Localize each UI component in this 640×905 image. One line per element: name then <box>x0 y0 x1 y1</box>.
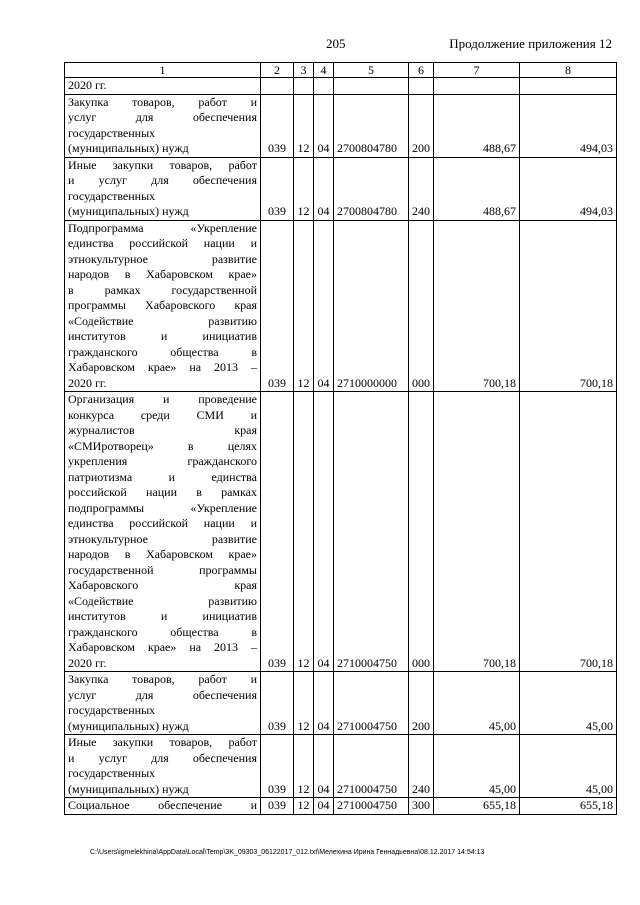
item-name-line: программы Хабаровского края <box>68 298 257 312</box>
item-name-line: государственных <box>68 188 156 203</box>
expense-type-cell: 240 <box>409 735 434 798</box>
admin-code-cell: 039 <box>261 735 294 798</box>
item-name-cell <box>65 220 261 392</box>
expense-type-cell: 000 <box>409 392 434 672</box>
item-name-cell <box>65 392 261 672</box>
table-row <box>65 78 617 95</box>
amount-year2-cell <box>520 78 617 95</box>
admin-code-cell: 039 <box>261 672 294 735</box>
item-name-line: Иные закупки товаров, работ <box>68 157 257 172</box>
item-name-line: единства российской нации и <box>68 236 257 250</box>
item-name-line: Хабаровского края <box>68 578 257 592</box>
amount-year1-cell: 700,18 <box>434 392 520 672</box>
item-name-line: услуг для обеспечения <box>68 110 257 124</box>
item-name-line: народов в Хабаровском крае» <box>68 547 257 561</box>
item-name-line: единства российской нации и <box>68 516 257 530</box>
item-name-line: «СМИротворец» в целях <box>68 438 257 453</box>
admin-code-cell: 039 <box>261 220 294 392</box>
column-header: 8 <box>520 63 617 78</box>
subsection-cell: 04 <box>314 157 334 220</box>
item-name-line: и услуг для обеспечения <box>68 173 257 187</box>
item-name-line: государственных <box>68 125 156 140</box>
item-name-line: институтов и инициатив <box>68 609 257 623</box>
item-name-line: подпрограммы «Укрепление <box>68 500 257 515</box>
target-article-cell: 2710004750 <box>334 798 409 815</box>
item-name-line: государственных <box>68 703 156 717</box>
expense-type-cell: 200 <box>409 94 434 157</box>
item-name-line: журналистов края <box>68 423 257 437</box>
target-article-cell: 2710004750 <box>334 392 409 672</box>
expense-type-cell: 240 <box>409 157 434 220</box>
table-row <box>65 798 617 815</box>
subsection-cell: 04 <box>314 392 334 672</box>
item-name-line: государственных <box>68 766 156 780</box>
amount-year1-cell: 700,18 <box>434 220 520 392</box>
item-name-line: в рамках государственной <box>68 282 257 297</box>
subsection-cell: 04 <box>314 735 334 798</box>
section-cell: 12 <box>294 220 314 392</box>
item-name-cell <box>65 735 261 798</box>
table-row <box>65 94 617 157</box>
item-name-line: патриотизма и единства <box>68 469 257 484</box>
item-name-line: гражданского общества в <box>68 344 257 359</box>
table-row <box>65 672 617 735</box>
item-name-line: «Содействие развитию <box>68 593 257 608</box>
expense-type-cell: 300 <box>409 798 434 815</box>
item-name-line: Социальное обеспечение и <box>68 798 257 812</box>
item-name-line: услуг для обеспечения <box>68 687 257 702</box>
item-name-line: укрепления гражданского <box>68 454 257 468</box>
item-name-line: российской нации в рамках <box>68 485 257 499</box>
item-name-line: конкурса среди СМИ и <box>68 407 257 422</box>
subsection-cell: 04 <box>314 798 334 815</box>
target-article-cell <box>334 78 409 95</box>
budget-table <box>64 62 617 815</box>
item-name-line: Иные закупки товаров, работ <box>68 735 257 749</box>
column-header: 1 <box>65 63 261 78</box>
subsection-cell: 04 <box>314 672 334 735</box>
subsection-cell <box>314 78 334 95</box>
amount-year1-cell: 45,00 <box>434 735 520 798</box>
amount-year1-cell <box>434 78 520 95</box>
amount-year1-cell: 655,18 <box>434 798 520 815</box>
page-number: 205 <box>326 36 346 51</box>
amount-year1-cell: 45,00 <box>434 672 520 735</box>
table-row <box>65 220 617 392</box>
item-name-line: Организация и проведение <box>68 392 257 406</box>
section-cell: 12 <box>294 392 314 672</box>
section-cell <box>294 78 314 95</box>
amount-year2-cell: 45,00 <box>520 672 617 735</box>
section-cell: 12 <box>294 735 314 798</box>
column-header: 4 <box>314 63 334 78</box>
item-name-line: (муниципальных) нужд <box>68 718 189 733</box>
column-header: 5 <box>334 63 409 78</box>
section-cell: 12 <box>294 798 314 815</box>
column-header: 6 <box>409 63 434 78</box>
item-name-line: 2020 гг. <box>68 375 107 390</box>
section-cell: 12 <box>294 157 314 220</box>
item-name-line: (муниципальных) нужд <box>68 141 189 155</box>
expense-type-cell: 000 <box>409 220 434 392</box>
item-name-line: Хабаровском крае» на 2013 – <box>68 360 257 374</box>
subsection-cell: 04 <box>314 220 334 392</box>
item-name-line: институтов и инициатив <box>68 329 257 343</box>
target-article-cell: 2710004750 <box>334 735 409 798</box>
table-body <box>65 78 617 815</box>
target-article-cell: 2710004750 <box>334 672 409 735</box>
admin-code-cell: 039 <box>261 798 294 815</box>
subsection-cell: 04 <box>314 94 334 157</box>
item-name-line: государственной программы <box>68 562 257 577</box>
item-name-line: народов в Хабаровском крае» <box>68 267 257 281</box>
column-header: 7 <box>434 63 520 78</box>
continuation-label: Продолжение приложения 12 <box>449 36 612 51</box>
amount-year1-cell: 488,67 <box>434 94 520 157</box>
item-name-cell <box>65 78 261 95</box>
admin-code-cell: 039 <box>261 157 294 220</box>
column-number-row <box>65 63 617 78</box>
item-name-line: Закупка товаров, работ и <box>68 94 257 109</box>
table-row <box>65 392 617 672</box>
item-name-line: Подпрограмма «Укрепление <box>68 220 257 235</box>
amount-year2-cell: 700,18 <box>520 220 617 392</box>
amount-year2-cell: 494,03 <box>520 157 617 220</box>
amount-year1-cell: 488,67 <box>434 157 520 220</box>
target-article-cell: 2710000000 <box>334 220 409 392</box>
item-name-line: (муниципальных) нужд <box>68 204 189 218</box>
item-name-cell <box>65 672 261 735</box>
item-name-line: (муниципальных) нужд <box>68 781 189 796</box>
section-cell: 12 <box>294 672 314 735</box>
item-name-cell <box>65 94 261 157</box>
section-cell: 12 <box>294 94 314 157</box>
item-name-cell <box>65 157 261 220</box>
item-name-line: «Содействие развитию <box>68 313 257 328</box>
file-path-footer: C:\Users\igmelekhina\AppData\Local\Temp\3K_09303_06122017_012.txt\Мелехина Ирина Геннадьевна\08.12.2017 14:54:13 <box>90 849 485 856</box>
amount-year2-cell: 700,18 <box>520 392 617 672</box>
table-row <box>65 157 617 220</box>
item-name-line: этнокультурное развитие <box>68 251 257 266</box>
admin-code-cell <box>261 78 294 95</box>
target-article-cell: 2700804780 <box>334 157 409 220</box>
table-row <box>65 735 617 798</box>
item-name-line: 2020 гг. <box>68 655 107 670</box>
item-name-cell <box>65 798 261 815</box>
admin-code-cell: 039 <box>261 392 294 672</box>
item-name-line: Хабаровском крае» на 2013 – <box>68 640 257 654</box>
expense-type-cell: 200 <box>409 672 434 735</box>
item-name-line: 2020 гг. <box>68 78 107 92</box>
item-name-line: гражданского общества в <box>68 624 257 639</box>
admin-code-cell: 039 <box>261 94 294 157</box>
target-article-cell: 2700804780 <box>334 94 409 157</box>
item-name-line: Закупка товаров, работ и <box>68 672 257 686</box>
column-header: 3 <box>294 63 314 78</box>
column-header: 2 <box>261 63 294 78</box>
amount-year2-cell: 494,03 <box>520 94 617 157</box>
item-name-line: этнокультурное развитие <box>68 531 257 546</box>
amount-year2-cell: 45,00 <box>520 735 617 798</box>
item-name-line: и услуг для обеспечения <box>68 750 257 765</box>
expense-type-cell <box>409 78 434 95</box>
amount-year2-cell: 655,18 <box>520 798 617 815</box>
